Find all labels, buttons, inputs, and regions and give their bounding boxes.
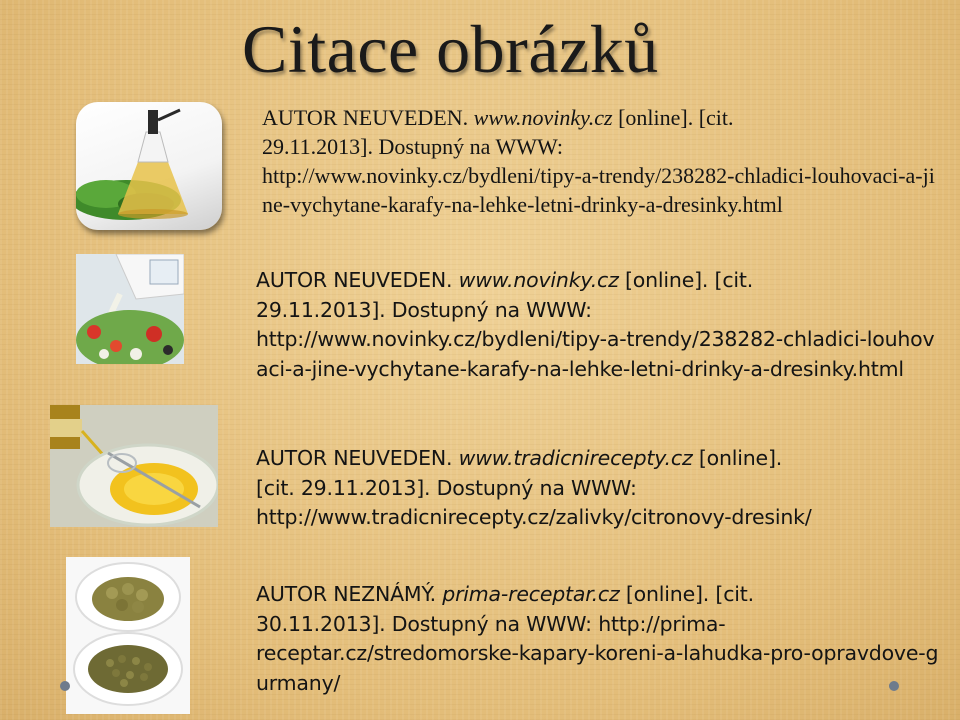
citation-author: AUTOR NEUVEDEN. — [262, 105, 469, 130]
citation-author: AUTOR NEUVEDEN. — [256, 268, 453, 292]
citation-author: AUTOR NEUVEDEN. — [256, 446, 453, 470]
citation-date: 30.11.2013]. Dostupný na WWW: http://prima- — [256, 611, 726, 636]
citation-site: www.novinky.cz — [458, 268, 619, 292]
citation-date: 29.11.2013]. Dostupný na WWW: — [256, 297, 592, 322]
citation-online: [online]. [cit. — [618, 268, 754, 292]
citation-3 — [256, 444, 946, 533]
citation-url[interactable]: receptar.cz/stredomorske-kapary-koreni-a-lahudka-pro-opravdove-gurmany/ — [256, 641, 939, 695]
capers-in-bowls-image — [66, 557, 190, 714]
citation-author: AUTOR NEZNÁMÝ. — [256, 582, 436, 606]
slide-title: Citace obrázků — [242, 11, 659, 87]
oil-into-bowl-with-whisk-image — [50, 405, 218, 527]
oil-carafe-with-salad-image — [76, 102, 222, 230]
citation-2 — [256, 266, 946, 384]
citation-1 — [262, 103, 942, 219]
citation-site: www.novinky.cz — [473, 105, 613, 130]
citation-url[interactable]: http://www.tradicnirecepty.cz/zalivky/citronovy-dresink/ — [256, 505, 812, 529]
citation-url[interactable]: http://www.novinky.cz/bydleni/tipy-a-trendy/238282-chladici-louhovaci-a-jine-vychytane-karafy-na-lehke-letni-drinky-a-dresinky.html — [262, 163, 935, 217]
citation-online: [online]. — [692, 446, 783, 470]
decorative-dot — [889, 681, 899, 691]
citation-url[interactable]: http://www.novinky.cz/bydleni/tipy-a-trendy/238282-chladici-louhovaci-a-jine-vychytane-karafy-na-lehke-letni-drinky-a-dresinky.html — [256, 327, 935, 381]
citation-online: [online]. [cit. — [619, 582, 754, 606]
citation-online: [online]. [cit. — [612, 105, 734, 130]
citation-site: www.tradicnirecepty.cz — [458, 446, 693, 470]
decorative-dot — [60, 681, 70, 691]
citation-4 — [256, 580, 946, 698]
citation-site: prima-receptar.cz — [442, 582, 620, 606]
citation-date: [cit. 29.11.2013]. Dostupný na WWW: — [256, 475, 637, 500]
dressing-pouring-on-salad-image — [76, 254, 184, 364]
citation-date: 29.11.2013]. Dostupný na WWW: — [262, 134, 564, 159]
